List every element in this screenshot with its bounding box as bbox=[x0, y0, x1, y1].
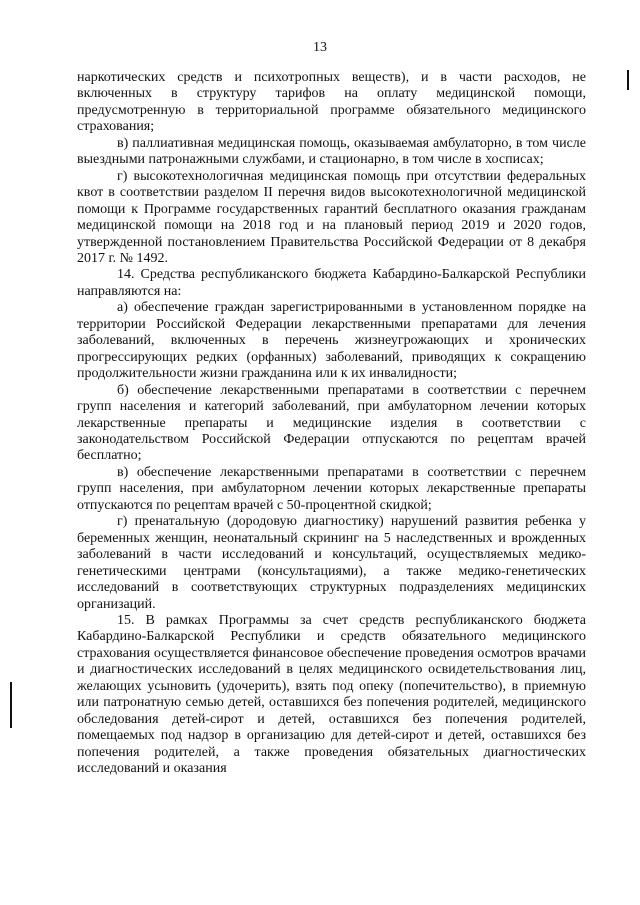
paragraph: в) паллиативная медицинская помощь, оказываемая амбулаторно, в том числе выездными патронажными службами, и стационарно, в том числе в хосписах; bbox=[77, 135, 586, 168]
margin-mark-top bbox=[627, 70, 629, 90]
page-number: 13 bbox=[313, 40, 327, 55]
paragraph: 14. Средства республиканского бюджета Кабардино-Балкарской Республики направляются на: bbox=[77, 267, 586, 299]
paragraph: б) обеспечение лекарственными препаратами в соответствии с перечнем групп населения и категорий заболеваний, при амбулаторном лечении которых лекарственные препараты и медицинские изделия в соответствии с законодательством Российской Федерации отпускаются по рецептам врачей бесплатно; bbox=[77, 382, 586, 464]
paragraph: а) обеспечение граждан зарегистрированными в установленном порядке на территории Российской Федерации лекарственными препаратами для лечения заболеваний, включенных в перечень жизнеугрожающих и хронических прогрессирующих редких (орфанных) заболеваний, приводящих к сокращению продолжительности жизни гражданина или к их инвалидности; bbox=[77, 300, 586, 382]
document-body bbox=[77, 70, 586, 777]
paragraph: 15. В рамках Программы за счет средств республиканского бюджета Кабардино-Балкарской Республики и средств обязательного медицинского страхования осуществляется финансовое обеспечение проведения осмотров врачами и диагностических исследований в целях медицинского освидетельствования лиц, желающих усыновить (удочерить), взять под опеку (попечительство), в приемную или патронатную семью детей, оставшихся без попечения родителей, медицинского обследования детей-сирот и детей, оставшихся без попечения родителей, помещаемых под надзор в организацию для детей-сирот и детей, оставшихся без попечения родителей, а также проведения обязательных диагностических исследований и оказания bbox=[77, 612, 586, 777]
paragraph: наркотических средств и психотропных веществ), и в части расходов, не включенных в структуру тарифов на оплату медицинской помощи, предусмотренную в территориальной программе обязательного медицинского страхования; bbox=[77, 70, 586, 135]
paragraph: г) пренатальную (дородовую диагностику) нарушений развития ребенка у беременных женщин, неонатальный скрининг на 5 наследственных и врожденных заболеваний в части исследований и консультаций, осуществляемых медико-генетическими центрами (консультациями), а также медико-генетических исследований в соответствующих структурных подразделениях медицинских организаций. bbox=[77, 514, 586, 612]
margin-mark-left bbox=[10, 682, 12, 728]
paragraph: г) высокотехнологичная медицинская помощь при отсутствии федеральных квот в соответствии разделом II перечня видов высокотехнологичной медицинской помощи к Программе государственных гарантий бесплатного оказания гражданам медицинской помощи на 2018 год и на плановый период 2019 и 2020 годов, утвержденной постановлением Правительства Российской Федерации от 8 декабря 2017 г. № 1492. bbox=[77, 168, 586, 266]
paragraph: в) обеспечение лекарственными препаратами в соответствии с перечнем групп населения, при амбулаторном лечении которых лекарственные препараты отпускаются по рецептам врачей с 50-процентной скидкой; bbox=[77, 464, 586, 513]
